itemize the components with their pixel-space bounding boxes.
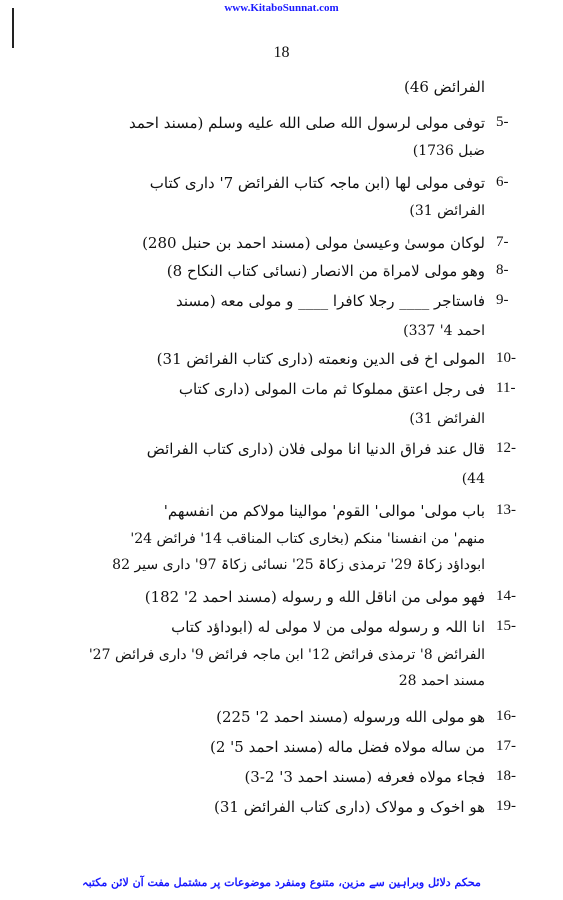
entry-line: هو اخوک و مولاک (داری کتاب الفرائض 31) — [214, 798, 485, 816]
entry-line: فهو مولی من اناقل الله و رسوله (مسند احمد 2' 182) — [144, 588, 485, 606]
footer-tagline: محکم دلائل وبراہین سے مزین، متنوع ومنفرد موضوعات پر مشتمل مفت آن لائن مکتبہ — [82, 876, 481, 889]
entry-line: لوکان موسیٰ وعیسیٰ مولی (مسند احمد بن حنبل 280) — [142, 234, 485, 252]
entry-line: الفرائض 31) — [409, 203, 485, 219]
entry-line: مسند احمد 28 — [398, 673, 485, 689]
entry-line: توفی مولی لها (ابن ماجہ کتاب الفرائض 7' داری کتاب — [149, 174, 485, 192]
entry-line: هو مولی الله ورسوله (مسند احمد 2' 225) — [216, 708, 485, 726]
entry-number: 16- — [496, 708, 516, 724]
entry-number: 8- — [496, 262, 509, 278]
entry-line: انا اللہ و رسوله مولی من لا مولی له (ابوداؤد کتاب — [171, 618, 485, 636]
entry-line: المولی اخ فی الدین ونعمته (داری کتاب الفرائض 31) — [156, 350, 485, 368]
entry-line: توفی مولی لرسول الله صلی الله علیه وسلم (مسند احمد — [128, 114, 485, 132]
entry-line: احمد 4' 337) — [403, 323, 485, 339]
entry-line: فاستاجر ____ رجلا کافرا ____ و مولی معه (مسند — [176, 292, 485, 310]
entry-number: 12- — [496, 440, 516, 456]
entry-line: الفرائض 8' ترمذی فرائض 12' ابن ماجہ فرائض 9' داری فرائض 27' — [88, 647, 485, 663]
entry-number: 11- — [496, 380, 516, 396]
entry-number: 6- — [496, 174, 509, 190]
page-number: 18 — [273, 44, 290, 61]
entry-number: 13- — [496, 502, 516, 518]
entry-number: 18- — [496, 768, 516, 784]
entry-line: فجاء مولاه فعرفه (مسند احمد 3' 2-3) — [244, 768, 485, 786]
entry-line: باب مولی' موالی' القوم' موالینا مولاکم من انفسهم' — [163, 502, 485, 520]
entry-number: 19- — [496, 798, 516, 814]
entry-line: فی رجل اعتق مملوکا ثم مات المولی (داری کتاب — [178, 380, 485, 398]
entry-number: 9- — [496, 292, 509, 308]
entry-line: ابوداؤد زکاۃ 29' ترمذی زکاۃ 25' نسائی زکاۃ 97' داری سیر 82 — [112, 557, 485, 573]
entry-number: 10- — [496, 350, 516, 366]
entry-line: من ساله مولاه فضل ماله (مسند احمد 5' 2) — [209, 738, 485, 756]
site-url: www.KitaboSunnat.com — [224, 2, 339, 14]
entry-line: ضبل 1736) — [412, 143, 485, 159]
entry-number: 15- — [496, 618, 516, 634]
entry-line: قال عند فراق الدنیا انا مولی فلان (داری کتاب الفرائض — [146, 440, 485, 458]
entry-number: 17- — [496, 738, 516, 754]
entry-line: الفرائض 46) — [403, 78, 485, 96]
margin-bar — [12, 8, 14, 48]
entry-line: منهم' من انفسنا' منکم (بخاری کتاب المناقب 14' فرائض 24' — [130, 531, 485, 547]
entry-number: 5- — [496, 114, 509, 130]
entry-line: الفرائض 31) — [409, 411, 485, 427]
entry-line: وهو مولی لامراة من الانصار (نسائی کتاب النکاح 8) — [166, 262, 485, 280]
entry-line: 44) — [461, 471, 485, 487]
entry-number: 7- — [496, 234, 509, 250]
entry-number: 14- — [496, 588, 516, 604]
